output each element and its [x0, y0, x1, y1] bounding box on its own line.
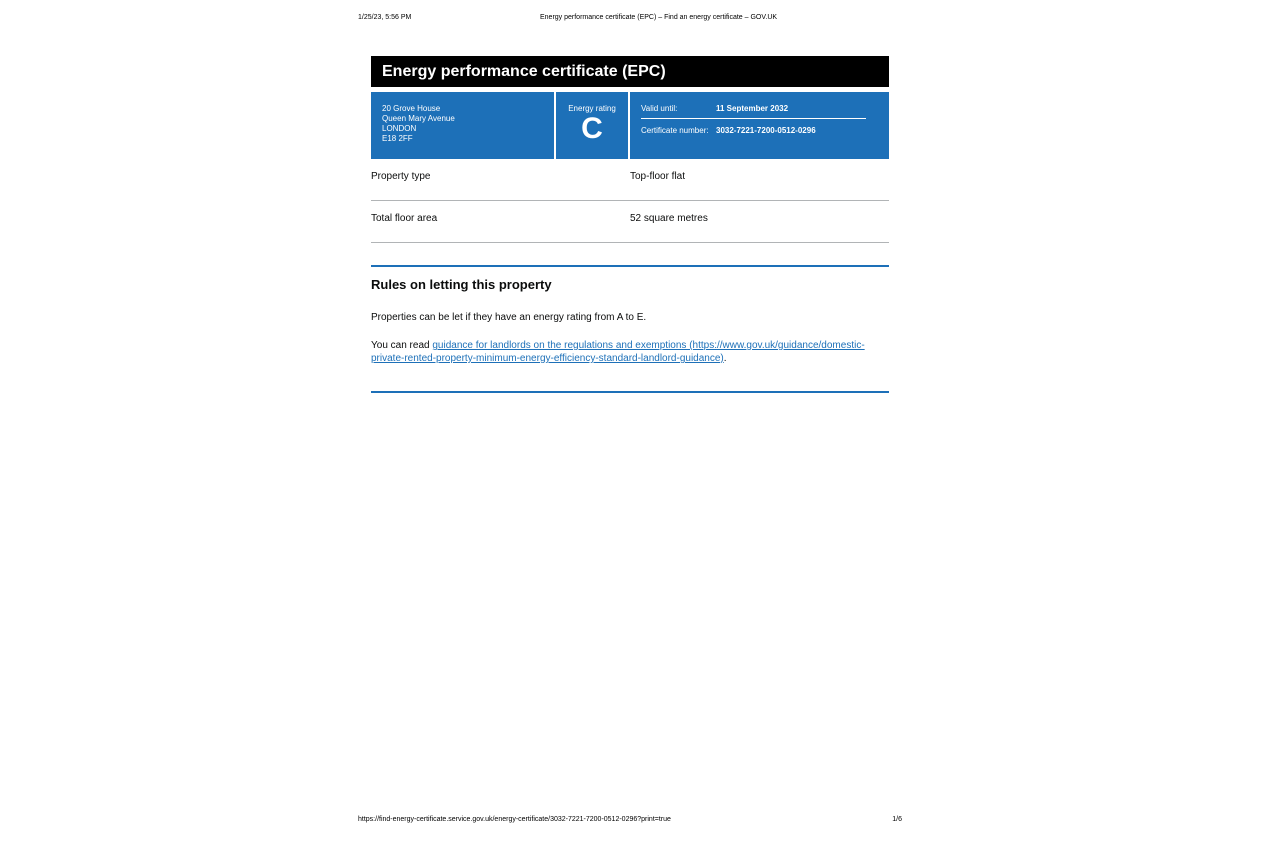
- print-page-title: Energy performance certificate (EPC) – Find an energy certificate – GOV.UK: [540, 14, 778, 21]
- certificate-number-row: [641, 126, 878, 140]
- certificate-number-label: Certificate number:: [641, 126, 709, 135]
- guidance-prefix: You can read: [371, 340, 433, 351]
- epc-heading: Energy performance certificate (EPC): [371, 56, 889, 87]
- print-header: [358, 14, 902, 26]
- property-address: [371, 92, 556, 159]
- address-line: Queen Mary Avenue: [382, 114, 455, 123]
- guidance-suffix: .: [723, 353, 727, 364]
- letting-rules-paragraph: Properties can be let if they have an energy rating from A to E.: [371, 312, 647, 323]
- valid-until-value: 11 September 2032: [716, 104, 789, 113]
- valid-until-row: [641, 104, 866, 119]
- page-number: 1/6: [892, 816, 902, 823]
- summary-row-floor-area: [371, 201, 889, 243]
- energy-rating-box: [556, 92, 630, 159]
- energy-rating-label: Energy rating: [568, 104, 616, 113]
- address-line: E18 2FF: [382, 134, 413, 143]
- landlord-guidance-link[interactable]: guidance for landlords on the regulations and exemptions (https://www.gov.uk/guidance/domestic-private-rented-property-minimum-energy-efficiency-standard-landlord-guidance): [371, 340, 865, 364]
- summary-label: Total floor area: [371, 213, 438, 224]
- epc-summary-panel: [371, 92, 889, 159]
- summary-value: 52 square metres: [630, 213, 708, 224]
- certificate-number-value: 3032-7221-7200-0512-0296: [716, 126, 816, 135]
- letting-rules-section: [371, 265, 889, 393]
- certificate-details: [630, 92, 889, 159]
- letting-rules-heading: Rules on letting this property: [371, 277, 552, 292]
- summary-label: Property type: [371, 171, 431, 182]
- address-line: LONDON: [382, 124, 417, 133]
- valid-until-label: Valid until:: [641, 104, 678, 113]
- summary-row-property-type: [371, 159, 889, 201]
- energy-rating-letter: C: [581, 112, 603, 145]
- print-date: 1/25/23, 5:56 PM: [358, 14, 412, 21]
- summary-value: Top-floor flat: [630, 171, 686, 182]
- landlord-guidance-paragraph: [371, 339, 889, 365]
- print-url: https://find-energy-certificate.service.gov.uk/energy-certificate/3032-7221-7200-0512-0296?print=true: [358, 816, 671, 823]
- epc-content: [371, 56, 889, 393]
- address-line: 20 Grove House: [382, 104, 441, 113]
- print-footer: [358, 816, 902, 828]
